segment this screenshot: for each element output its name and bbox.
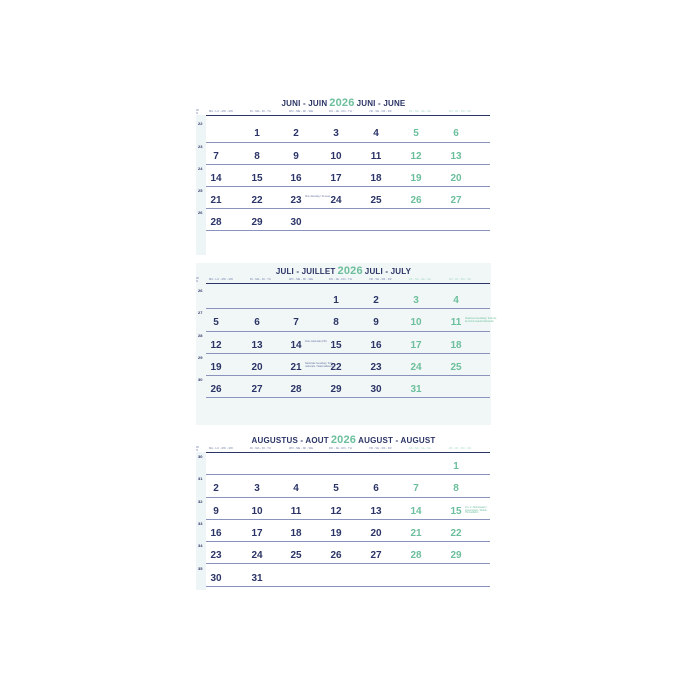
day-cell[interactable]: 15	[251, 173, 263, 184]
day-cell[interactable]: 14	[210, 173, 222, 184]
day-cell[interactable]: 6	[373, 483, 379, 494]
day-cell[interactable]: 29	[330, 384, 342, 395]
day-cell[interactable]: 12	[330, 506, 342, 517]
weekday-header: WO - ME - MI - WE	[289, 447, 314, 450]
day-cell[interactable]: 20	[370, 528, 382, 539]
day-cell[interactable]: 25	[450, 362, 462, 373]
day-cell[interactable]: 3	[254, 483, 260, 494]
day-cell[interactable]: 1	[254, 128, 260, 139]
weekday-header: VR - VE - FR - FR	[369, 278, 392, 281]
row-divider	[206, 474, 490, 475]
day-cell[interactable]: 15	[330, 340, 342, 351]
day-cell[interactable]: 26	[330, 550, 342, 561]
day-cell[interactable]: 23	[370, 362, 382, 373]
day-cell[interactable]: 31	[410, 384, 422, 395]
week-number: 31	[198, 476, 203, 481]
weekday-header: ZO - DI - SO - SU	[449, 278, 472, 281]
day-cell[interactable]: 20	[450, 173, 462, 184]
day-cell[interactable]: 1	[333, 295, 339, 306]
weekday-header: DI - MA - DI - TU	[250, 110, 271, 113]
day-cell[interactable]: 8	[453, 483, 459, 494]
row-divider	[206, 230, 490, 231]
day-cell[interactable]: 13	[251, 340, 263, 351]
week-number: 28	[198, 333, 203, 338]
day-cell[interactable]: 25	[290, 550, 302, 561]
weekday-header: VR - VE - FR - FR	[369, 447, 392, 450]
day-cell[interactable]: 5	[333, 483, 339, 494]
day-cell[interactable]: 10	[410, 317, 422, 328]
day-cell[interactable]: 25	[370, 195, 382, 206]
day-cell[interactable]: 19	[210, 362, 222, 373]
month-block	[196, 432, 491, 590]
day-cell[interactable]: 12	[210, 340, 222, 351]
day-cell[interactable]: 6	[254, 317, 260, 328]
week-number: 35	[198, 566, 203, 571]
row-divider	[206, 541, 490, 542]
day-cell[interactable]: 28	[410, 550, 422, 561]
weekday-header: MA - LU - MO - MO	[209, 278, 234, 281]
week-number: 33	[198, 521, 203, 526]
weekday-header: ZO - DI - SO - SU	[449, 447, 472, 450]
day-cell[interactable]: 5	[413, 128, 419, 139]
day-cell[interactable]: 6	[453, 128, 459, 139]
day-cell[interactable]: 10	[330, 151, 342, 162]
day-cell[interactable]: 31	[251, 573, 263, 584]
day-cell[interactable]: 23	[210, 550, 222, 561]
day-cell[interactable]: 22	[251, 195, 263, 206]
day-cell[interactable]: 27	[251, 384, 263, 395]
row-divider	[206, 331, 490, 332]
week-number: 22	[198, 121, 203, 126]
row-divider	[206, 308, 490, 309]
week-number: 25	[198, 188, 203, 193]
day-cell[interactable]: 2	[213, 483, 219, 494]
month-year: 2026	[329, 97, 355, 109]
day-cell[interactable]: 16	[210, 528, 222, 539]
day-cell[interactable]: 5	[213, 317, 219, 328]
row-divider	[206, 563, 490, 564]
week-number: 30	[198, 377, 203, 382]
day-cell[interactable]: 1	[453, 461, 459, 472]
day-cell[interactable]: 15	[450, 506, 462, 517]
week-number: 29	[198, 355, 203, 360]
weekday-header: MA - LU - MO - MO	[209, 110, 234, 113]
week-number: 30	[198, 454, 203, 459]
weekday-header: ZO - DI - SO - SU	[449, 110, 472, 113]
day-cell[interactable]: 23	[290, 195, 302, 206]
day-cell[interactable]: 11	[290, 506, 302, 517]
month-block	[196, 263, 497, 425]
day-cell[interactable]: 17	[251, 528, 263, 539]
weekday-header: DI - MA - DI - TU	[250, 278, 271, 281]
holiday-note: O.L.V.-Hemelvaart / Assomption / Mariä Himmelfahrt	[465, 506, 487, 515]
month-block	[196, 95, 491, 255]
day-cell[interactable]: 11	[370, 151, 382, 162]
week-number: 32	[198, 499, 203, 504]
day-cell[interactable]: 8	[254, 151, 260, 162]
week-number: 26	[198, 288, 203, 293]
week-number: 34	[198, 543, 203, 548]
weekday-header: DI - MA - DI - TU	[250, 447, 271, 450]
day-cell[interactable]: 30	[210, 573, 222, 584]
week-number-column	[196, 115, 206, 255]
holiday-note: Nationale feestdag / Fête nationale / Nationalfeiertag	[305, 362, 335, 368]
day-cell[interactable]: 14	[290, 340, 302, 351]
week-number-column	[196, 283, 206, 425]
day-cell[interactable]: 21	[210, 195, 222, 206]
day-cell[interactable]: 24	[330, 195, 342, 206]
day-cell[interactable]: 30	[370, 384, 382, 395]
month-title	[196, 434, 491, 446]
weekday-header: ZA - SA - SA - SA	[409, 278, 431, 281]
day-cell[interactable]: 28	[210, 217, 222, 228]
day-cell[interactable]: 20	[251, 362, 263, 373]
weekday-header: WO - ME - MI - WE	[289, 110, 314, 113]
day-cell[interactable]: 7	[213, 151, 219, 162]
day-cell[interactable]: 7	[413, 483, 419, 494]
week-number: 24	[198, 166, 203, 171]
day-cell[interactable]: 19	[330, 528, 342, 539]
day-cell[interactable]: 3	[413, 295, 419, 306]
day-cell[interactable]: 28	[290, 384, 302, 395]
week-number: 27	[198, 310, 203, 315]
day-cell[interactable]: 16	[290, 173, 302, 184]
row-divider	[206, 208, 490, 209]
weekday-header: WO - ME - MI - WE	[289, 278, 314, 281]
row-divider	[206, 497, 490, 498]
week-header: W S	[196, 445, 199, 452]
holiday-note: Fête nationale (FR)	[305, 340, 327, 343]
day-cell[interactable]: 13	[370, 506, 382, 517]
row-divider	[206, 164, 490, 165]
header-rule	[206, 283, 490, 284]
row-divider	[206, 519, 490, 520]
month-title-left: JUNI - JUIN	[281, 99, 328, 108]
week-number: 23	[198, 144, 203, 149]
day-cell[interactable]: 9	[213, 506, 219, 517]
month-title-left: AUGUSTUS - AOUT	[251, 436, 329, 445]
day-cell[interactable]: 27	[370, 550, 382, 561]
month-title-right: JULI - JULY	[364, 267, 412, 276]
day-cell[interactable]: 29	[450, 550, 462, 561]
day-cell[interactable]: 11	[450, 317, 462, 328]
row-divider	[206, 397, 490, 398]
month-title-right: AUGUST - AUGUST	[358, 436, 436, 445]
day-cell[interactable]: 2	[293, 128, 299, 139]
day-cell[interactable]: 19	[410, 173, 422, 184]
day-cell[interactable]: 4	[373, 128, 379, 139]
weekday-header: VR - VE - FR - FR	[369, 110, 392, 113]
month-year: 2026	[330, 434, 357, 446]
row-divider	[206, 186, 490, 187]
weekday-header: DO - JE - DO - TH	[329, 278, 352, 281]
day-cell[interactable]: 9	[373, 317, 379, 328]
row-divider	[206, 353, 490, 354]
day-cell[interactable]: 2	[373, 295, 379, 306]
weekday-header: ZA - SA - SA - SA	[409, 447, 431, 450]
day-cell[interactable]: 17	[330, 173, 342, 184]
day-cell[interactable]: 26	[210, 384, 222, 395]
day-cell[interactable]: 12	[410, 151, 422, 162]
day-cell[interactable]: 24	[410, 362, 422, 373]
day-cell[interactable]: 30	[290, 217, 302, 228]
day-cell[interactable]: 4	[453, 295, 459, 306]
day-cell[interactable]: 17	[410, 340, 422, 351]
day-cell[interactable]: 24	[251, 550, 263, 561]
weekday-header: MA - LU - MO - MO	[209, 447, 234, 450]
day-cell[interactable]: 21	[290, 362, 302, 373]
header-rule	[206, 115, 490, 116]
day-cell[interactable]: 13	[450, 151, 462, 162]
weekday-header: ZA - SA - SA - SA	[409, 110, 431, 113]
week-number: 26	[198, 210, 203, 215]
day-cell[interactable]: 18	[290, 528, 302, 539]
weekday-header: DO - JE - DO - TH	[329, 110, 352, 113]
day-cell[interactable]: 22	[450, 528, 462, 539]
day-cell[interactable]: 18	[370, 173, 382, 184]
day-cell[interactable]: 10	[251, 506, 263, 517]
month-title-right: JUNI - JUNE	[356, 99, 406, 108]
day-cell[interactable]: 29	[251, 217, 263, 228]
day-cell[interactable]: 27	[450, 195, 462, 206]
holiday-note: Vlaamse Feestdag / Fête de la Communauté flamande	[465, 317, 497, 323]
holiday-note: Sint-Jansdag / St-Jean	[305, 195, 331, 198]
day-cell[interactable]: 16	[370, 340, 382, 351]
header-rule	[206, 452, 490, 453]
day-cell[interactable]: 8	[333, 317, 339, 328]
day-cell[interactable]: 14	[410, 506, 422, 517]
weekday-header: DO - JE - DO - TH	[329, 447, 352, 450]
day-cell[interactable]: 18	[450, 340, 462, 351]
day-cell[interactable]: 3	[333, 128, 339, 139]
month-title	[196, 97, 491, 109]
month-title	[196, 265, 491, 277]
day-cell[interactable]: 26	[410, 195, 422, 206]
row-divider	[206, 586, 490, 587]
day-cell[interactable]: 9	[293, 151, 299, 162]
day-cell[interactable]: 22	[330, 362, 342, 373]
day-cell[interactable]: 7	[293, 317, 299, 328]
week-header: W S	[196, 276, 199, 283]
row-divider	[206, 375, 490, 376]
month-year: 2026	[337, 265, 363, 277]
day-cell[interactable]: 4	[293, 483, 299, 494]
day-cell[interactable]: 21	[410, 528, 422, 539]
month-title-left: JULI - JUILLET	[275, 267, 336, 276]
row-divider	[206, 142, 490, 143]
week-header: W S	[196, 108, 199, 115]
